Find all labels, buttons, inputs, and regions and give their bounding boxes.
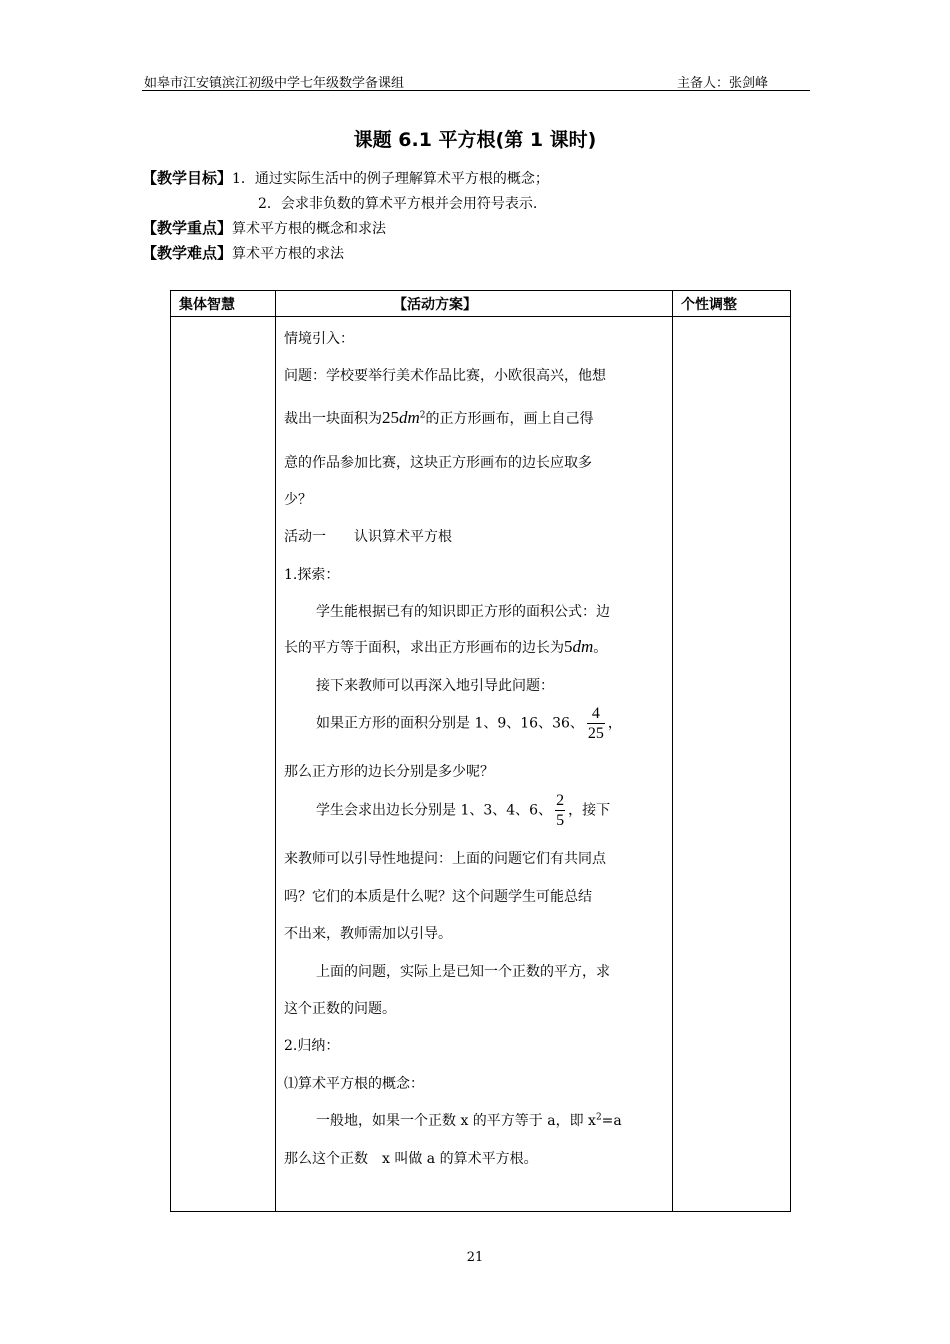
key-point-row [142,217,386,238]
difficulty-text: 算术平方根的求法 [232,246,345,262]
text-line: ⑴算术平方根的概念： [284,1076,424,1092]
text-line: 如果正方形的面积分别是 1、9、16、36、 $\frac{4}{25}$ ， [316,705,622,742]
objective-2: 2．会求非负数的算术平方根并会用符号表示. [258,196,538,212]
difficulty-label: 【教学难点】 [142,244,233,262]
text-line: 问题：学校要举行美术作品比赛，小欧很高兴，他想 [284,368,606,384]
math-variable: dm [399,408,420,427]
text-line: 不出来，教师需加以引导。 [284,926,452,942]
math-variable: dm [572,637,594,656]
page-header [142,72,810,91]
key-point-text: 算术平方根的概念和求法 [232,221,387,237]
text-line: 长的平方等于面积，求出正方形画布的边长为5dm。 [284,637,608,656]
column-header-collective: 集体智慧 [179,297,235,313]
math-number: 5 [564,637,573,656]
fraction: $\frac{2}{5}$ [556,792,565,829]
lesson-table [170,290,791,1212]
text-line: 学生能根据已有的知识即正方形的面积公式：边 [316,604,610,620]
objectives-row [142,167,549,188]
text-line: 那么这个正数 x 叫做 a 的算术平方根。 [284,1151,538,1167]
objective-1: 1．通过实际生活中的例子理解算术平方根的概念； [232,171,549,187]
header-divider [171,316,790,317]
column-divider-1 [275,291,276,1211]
text-line: 一般地，如果一个正数 x 的平方等于 a，即 $x^2=a$ [316,1112,622,1129]
text-line: 2.归纳： [284,1038,340,1054]
difficulty-row [142,242,344,263]
column-header-personal: 个性调整 [681,297,737,313]
text-line: 裁出一块面积为$25dm^2$的正方形画布，画上自己得 [284,408,594,427]
text-line: 吗？它们的本质是什么呢？这个问题学生可能总结 [284,889,592,905]
text-line: 学生会求出边长分别是 1、3、4、6、 $\frac{2}{5}$ ，接下 [316,792,611,829]
objectives-label: 【教学目标】 [142,169,233,187]
column-header-activity: 【活动方案】 [393,297,477,313]
math-number: 25 [382,408,399,427]
header-author: 主备人：张剑峰 [676,76,768,91]
key-point-label: 【教学重点】 [142,219,233,237]
text-line: 上面的问题，实际上是已知一个正数的平方，求 [316,964,610,980]
column-divider-2 [672,291,673,1211]
text-line: 接下来教师可以再深入地引导此问题： [316,678,554,694]
text-line: 少？ [284,492,312,508]
text-line: 情境引入： [284,331,354,347]
text-line: 意的作品参加比赛，这块正方形画布的边长应取多 [284,455,592,471]
text-line: 来教师可以引导性地提问：上面的问题它们有共同点 [284,851,606,867]
text-line: 那么正方形的边长分别是多少呢？ [284,764,494,780]
header-school: 如皋市江安镇滨江初级中学七年级数学备课组 [144,76,405,91]
math-exponent: 2 [595,1112,602,1123]
text-line: 活动一 认识算术平方根 [284,529,452,545]
math-exponent: 2 [419,410,426,421]
page-title: 课题 6.1 平方根(第 1 课时) [353,129,597,151]
text-line: 1.探索： [284,567,340,583]
page-number: 21 [466,1250,484,1265]
text-line: 这个正数的问题。 [284,1001,396,1017]
fraction: $\frac{4}{25}$ [587,705,604,742]
